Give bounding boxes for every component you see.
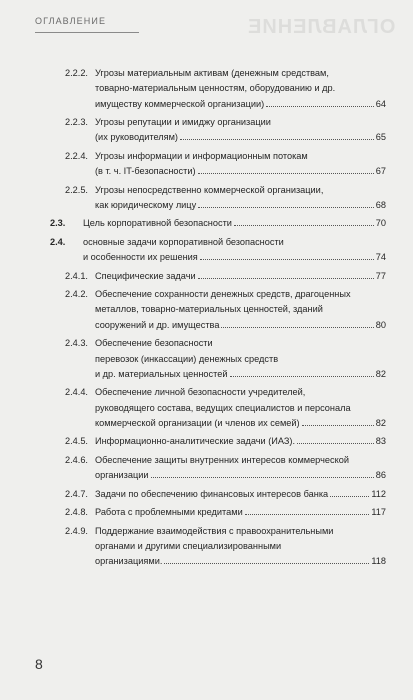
toc-entry-page: 112 — [371, 488, 386, 499]
toc-entry-title — [95, 269, 386, 284]
toc-entry-title — [95, 385, 386, 431]
toc-entry-number: 2.4.3. — [65, 338, 88, 349]
toc-entry-line: Задачи по обеспечению финансовых интересов банка — [95, 488, 329, 499]
dot-leader — [198, 207, 374, 208]
toc-entry-title — [95, 453, 386, 484]
toc-entry-number: 2.3. — [50, 218, 66, 229]
toc-entry-line: организациями. — [95, 556, 163, 567]
toc-entry-line: руководящего состава, ведущих специалистов и персонала — [95, 402, 351, 413]
toc-entry-line: перевозок (инкассации) денежных средств — [95, 353, 279, 364]
toc-entry-number: 2.2.5. — [65, 184, 88, 195]
toc-entry-number: 2.2.4. — [65, 150, 88, 161]
toc-entry-page: 74 — [375, 252, 386, 263]
toc-entry-number: 2.4.5. — [65, 436, 88, 447]
toc-entry-number: 2.4.9. — [65, 525, 88, 536]
toc-entry-line: основные задачи корпоративной безопасности — [83, 236, 284, 247]
toc-entry-title — [83, 235, 386, 266]
dot-leader — [245, 514, 370, 515]
toc-entry-title — [95, 115, 386, 146]
toc-entry-line: Обеспечение личной безопасности учредителей, — [95, 387, 306, 398]
toc-entry-line: как юридическому лицу — [95, 199, 197, 210]
toc-entry-page: 67 — [375, 166, 386, 177]
toc-entry-page: 64 — [375, 98, 386, 109]
toc-entry-title — [95, 487, 386, 502]
toc-entry — [50, 524, 386, 570]
toc-entry-number: 2.4.6. — [65, 454, 88, 465]
toc-entry-line: Угрозы информации и информационным потокам — [95, 150, 308, 161]
dot-leader — [221, 327, 373, 328]
toc-entry-page: 80 — [375, 319, 386, 330]
toc-entry-number: 2.4.2. — [65, 289, 88, 300]
toc-entry-line: Специфические задачи — [95, 270, 196, 281]
toc-entry-line: Угрозы репутации и имиджу организации — [95, 117, 271, 128]
toc-entry-title — [83, 216, 386, 231]
dot-leader — [164, 563, 369, 564]
toc-entry-page: 83 — [375, 436, 386, 447]
page-number: 8 — [35, 656, 43, 672]
toc-entry-line: и др. материальных ценностей — [95, 368, 228, 379]
toc-entry-line: (их руководителям) — [95, 132, 178, 143]
header-rule — [35, 32, 139, 33]
toc-entry-title — [95, 524, 386, 570]
toc-entry-line: металлов, товарно-материальных ценностей, зданий — [95, 304, 323, 315]
toc-entry-page: 82 — [375, 368, 386, 379]
dot-leader — [297, 443, 374, 444]
toc-entry-number: 2.2.2. — [65, 68, 88, 78]
toc-entry-line: имуществу коммерческой организации) — [95, 98, 265, 109]
toc-entry-page: 82 — [375, 417, 386, 428]
toc-entry-line: товарно-материальным ценностям, оборудованию и др. — [95, 83, 336, 94]
toc-entry-title — [95, 149, 386, 180]
toc-entry-number: 2.4. — [50, 236, 66, 247]
toc-entry-line: сооружений и др. имущества — [95, 319, 220, 330]
toc-entry — [50, 66, 386, 112]
toc-entry-page: 117 — [371, 507, 386, 518]
toc-entry — [50, 235, 386, 266]
toc-entry-line: Цель корпоративной безопасности — [83, 218, 232, 229]
toc-entry-page: 77 — [375, 270, 386, 281]
table-of-contents — [50, 66, 386, 573]
dot-leader — [200, 259, 374, 260]
dot-leader — [302, 425, 374, 426]
toc-entry-number: 2.2.3. — [65, 117, 88, 128]
toc-entry-line: Угрозы материальным активам (денежным средствам, — [95, 68, 329, 78]
toc-entry-line: Обеспечение безопасности — [95, 338, 213, 349]
dot-leader — [266, 106, 374, 107]
toc-entry-line: Обеспечение защиты внутренних интересов коммерческой — [95, 454, 349, 465]
toc-entry-title — [95, 287, 386, 333]
toc-entry-title — [95, 336, 386, 382]
toc-entry-page: 118 — [371, 556, 386, 567]
toc-entry — [50, 434, 386, 449]
toc-entry-title — [95, 505, 386, 520]
dot-leader — [198, 173, 374, 174]
toc-entry-number: 2.4.7. — [65, 488, 88, 499]
toc-entry — [50, 505, 386, 520]
toc-entry-page: 65 — [375, 132, 386, 143]
toc-entry-line: Обеспечение сохранности денежных средств, драгоценных — [95, 289, 351, 300]
toc-entry-line: Работа с проблемными кредитами — [95, 507, 243, 518]
toc-entry-line: Поддержание взаимодействия с правоохранительными — [95, 525, 334, 536]
toc-entry — [50, 269, 386, 284]
toc-entry-title — [95, 434, 386, 449]
toc-entry-page: 70 — [375, 218, 386, 229]
toc-entry-page: 86 — [375, 470, 386, 481]
toc-entry-line: коммерческой организации (и членов их семей) — [95, 417, 300, 428]
toc-entry — [50, 115, 386, 146]
dot-leader — [330, 496, 369, 497]
toc-entry — [50, 453, 386, 484]
toc-entry-line: органами и другими специализированными — [95, 540, 282, 551]
toc-entry — [50, 287, 386, 333]
dot-leader — [180, 139, 374, 140]
toc-entry-title — [95, 183, 386, 214]
toc-entry-line: Информационно-аналитические задачи (ИАЗ). — [95, 436, 296, 447]
toc-entry-line: и особенности их решения — [83, 252, 198, 263]
toc-entry — [50, 149, 386, 180]
toc-entry-line: организации — [95, 470, 149, 481]
toc-entry — [50, 385, 386, 431]
toc-entry-number: 2.4.1. — [65, 270, 88, 281]
dot-leader — [151, 477, 374, 478]
toc-entry-number: 2.4.4. — [65, 387, 88, 398]
dot-leader — [230, 376, 374, 377]
toc-entry — [50, 336, 386, 382]
toc-entry — [50, 183, 386, 214]
toc-entry-number: 2.4.8. — [65, 507, 88, 518]
toc-entry — [50, 487, 386, 502]
toc-entry-line: (в т. ч. IT-безопасности) — [95, 166, 196, 177]
dot-leader — [234, 225, 374, 226]
dot-leader — [198, 278, 374, 279]
bleed-through-title: ОГЛАВЛЕНИЕ — [247, 16, 396, 38]
running-header: ОГЛАВЛЕНИЕ — [35, 16, 107, 26]
toc-entry-line: Угрозы непосредственно коммерческой организации, — [95, 184, 324, 195]
toc-entry — [50, 216, 386, 231]
toc-entry-title — [95, 66, 386, 112]
toc-entry-page: 68 — [375, 199, 386, 210]
